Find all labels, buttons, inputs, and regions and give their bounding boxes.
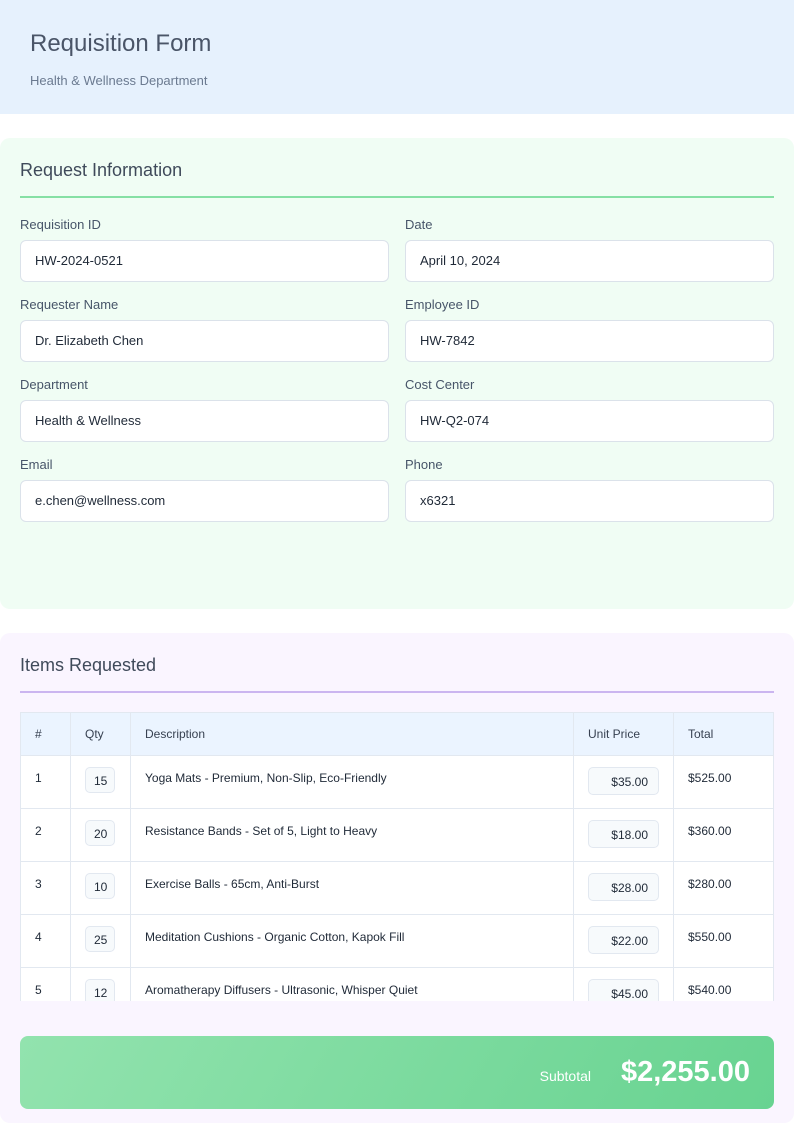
- unit-price-input[interactable]: $22.00: [588, 926, 659, 954]
- field-date: [405, 217, 774, 282]
- field-label: Email: [20, 457, 53, 472]
- section-title: Request Information: [20, 160, 774, 198]
- field-label: Department: [20, 377, 88, 392]
- subtotal-value: $2,255.00: [620, 1056, 750, 1088]
- qty-input[interactable]: 10: [85, 873, 115, 899]
- row-number: 5: [21, 968, 71, 1002]
- unit-price-cell: [574, 968, 674, 1002]
- unit-price-cell: [574, 915, 674, 968]
- table-row: [21, 756, 774, 809]
- unit-price-cell: [574, 756, 674, 809]
- email-input[interactable]: e.chen@wellness.com: [20, 480, 389, 522]
- requester-name-input[interactable]: Dr. Elizabeth Chen: [20, 320, 389, 362]
- qty-input[interactable]: 20: [85, 820, 115, 846]
- col-description: Description: [131, 713, 574, 756]
- row-number: 1: [21, 756, 71, 809]
- department-input[interactable]: Health & Wellness: [20, 400, 389, 442]
- row-total: $280.00: [674, 862, 774, 915]
- unit-price-input[interactable]: $35.00: [588, 767, 659, 795]
- col-number: #: [21, 713, 71, 756]
- table-row: [21, 809, 774, 862]
- subtotal-bar: [20, 1036, 774, 1109]
- table-row: [21, 862, 774, 915]
- page-title: Requisition Form: [30, 30, 212, 57]
- field-label: Employee ID: [405, 297, 480, 312]
- subtotal-label: Subtotal: [539, 1067, 591, 1084]
- field-department: [20, 377, 389, 442]
- row-total: $360.00: [674, 809, 774, 862]
- field-cost-center: [405, 377, 774, 442]
- items-requested-section: [0, 633, 794, 1123]
- unit-price-input[interactable]: $18.00: [588, 820, 659, 848]
- items-table: [20, 712, 774, 1001]
- qty-input[interactable]: 25: [85, 926, 115, 952]
- row-total: $540.00: [674, 968, 774, 1002]
- unit-price-input[interactable]: $45.00: [588, 979, 659, 1001]
- col-qty: Qty: [71, 713, 131, 756]
- description: Meditation Cushions - Organic Cotton, Kapok Fill: [131, 915, 574, 968]
- col-unit-price: Unit Price: [574, 713, 674, 756]
- field-requisition-id: [20, 217, 389, 282]
- field-label: Phone: [405, 457, 443, 472]
- qty-input[interactable]: 12: [85, 979, 115, 1001]
- col-total: Total: [674, 713, 774, 756]
- unit-price-cell: [574, 862, 674, 915]
- row-number: 3: [21, 862, 71, 915]
- row-number: 2: [21, 809, 71, 862]
- row-number: 4: [21, 915, 71, 968]
- row-total: $525.00: [674, 756, 774, 809]
- cost-center-input[interactable]: HW-Q2-074: [405, 400, 774, 442]
- qty-cell: [71, 968, 131, 1002]
- description: Aromatherapy Diffusers - Ultrasonic, Whisper Quiet: [131, 968, 574, 1002]
- page-header: [0, 0, 794, 114]
- unit-price-cell: [574, 809, 674, 862]
- description: Resistance Bands - Set of 5, Light to Heavy: [131, 809, 574, 862]
- table-row: [21, 915, 774, 968]
- qty-cell: [71, 862, 131, 915]
- qty-input[interactable]: 15: [85, 767, 115, 793]
- row-total: $550.00: [674, 915, 774, 968]
- unit-price-input[interactable]: $28.00: [588, 873, 659, 901]
- field-employee-id: [405, 297, 774, 362]
- phone-input[interactable]: x6321: [405, 480, 774, 522]
- qty-cell: [71, 756, 131, 809]
- field-phone: [405, 457, 774, 522]
- field-requester-name: [20, 297, 389, 362]
- table-row: [21, 968, 774, 1002]
- field-label: Requisition ID: [20, 217, 101, 232]
- field-email: [20, 457, 389, 522]
- field-label: Date: [405, 217, 433, 232]
- field-label: Requester Name: [20, 297, 119, 312]
- employee-id-input[interactable]: HW-7842: [405, 320, 774, 362]
- request-information-section: [0, 138, 794, 609]
- section-title: Items Requested: [20, 655, 774, 693]
- requisition-id-input[interactable]: HW-2024-0521: [20, 240, 389, 282]
- qty-cell: [71, 809, 131, 862]
- qty-cell: [71, 915, 131, 968]
- date-input[interactable]: April 10, 2024: [405, 240, 774, 282]
- field-label: Cost Center: [405, 377, 475, 392]
- page-subtitle: Health & Wellness Department: [30, 73, 208, 88]
- description: Exercise Balls - 65cm, Anti-Burst: [131, 862, 574, 915]
- description: Yoga Mats - Premium, Non-Slip, Eco-Friendly: [131, 756, 574, 809]
